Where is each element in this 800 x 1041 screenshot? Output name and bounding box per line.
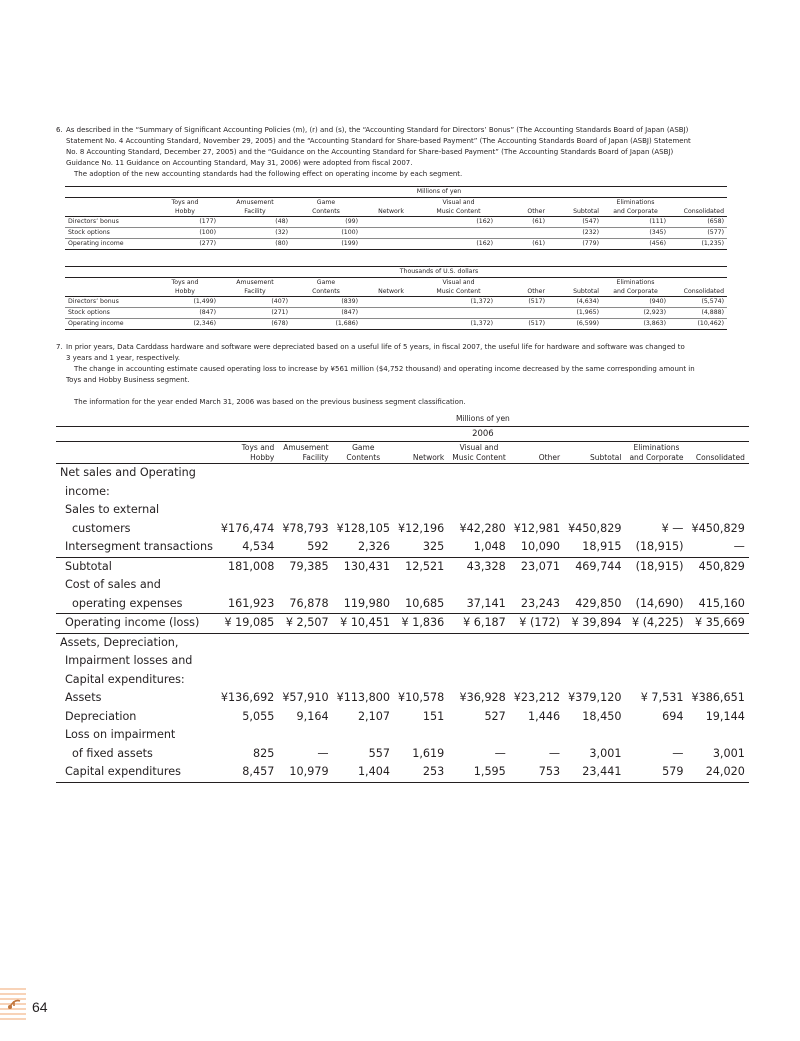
cell: ¥450,829 <box>568 521 622 535</box>
cell: ¥ 7,531 <box>640 691 684 704</box>
cell: 37,141 <box>466 596 506 610</box>
col-consolidated: Consolidated <box>669 207 727 217</box>
effect-table-usd <box>65 266 727 330</box>
cell: ¥ 1,836 <box>394 614 448 634</box>
cell <box>361 319 421 330</box>
cell <box>421 228 496 239</box>
cell: (162) <box>421 239 496 250</box>
cell: 18,450 <box>582 709 622 723</box>
cell: 1,595 <box>448 763 510 782</box>
table-row <box>65 297 727 308</box>
col-game-2: Contents <box>333 452 394 464</box>
cell: ¥ 2,507 <box>278 614 332 634</box>
cell: ¥57,910 <box>282 691 329 704</box>
cell: (48) <box>219 217 291 228</box>
cell: (517) <box>496 297 548 308</box>
col-visual-2: Music Content <box>421 287 496 297</box>
row-label: Stock options <box>65 228 151 239</box>
cell: (61) <box>496 217 548 228</box>
cell: 18,915 <box>582 540 622 553</box>
cell: 592 <box>307 540 329 553</box>
cell <box>496 228 548 239</box>
cell: (1,372) <box>421 297 496 308</box>
cell: 10,979 <box>278 763 332 782</box>
cell: 825 <box>252 746 275 760</box>
table-row <box>56 557 749 576</box>
unit-label: Millions of yen <box>455 414 510 423</box>
cell: (839) <box>291 297 361 308</box>
segment-table-2006 <box>56 412 749 783</box>
table-row <box>56 595 749 614</box>
col-other: Other <box>496 207 548 217</box>
cell: 23,441 <box>564 763 625 782</box>
cell: (10,462) <box>669 319 727 330</box>
cell: ¥10,578 <box>397 691 445 704</box>
cell: ¥ — <box>661 521 684 535</box>
cell: ¥386,651 <box>691 691 745 704</box>
cell: 753 <box>510 763 564 782</box>
cell: 325 <box>422 540 445 553</box>
previous-classification-note: The information for the year ended March 31, 2006 was based on the previous business segment classification. <box>74 398 466 406</box>
row-label: Impairment losses and <box>65 654 193 667</box>
cell: 3,001 <box>589 746 622 760</box>
row-label: Operating income <box>65 239 151 250</box>
col-consolidated: Consolidated <box>687 452 748 464</box>
section-row <box>56 501 749 520</box>
col-toys-2: Hobby <box>151 287 219 297</box>
row-label: Subtotal <box>56 557 217 576</box>
col-subtotal: Subtotal <box>564 452 625 464</box>
cell: ¥42,280 <box>459 521 506 535</box>
unit-label: Millions of yen <box>151 187 727 198</box>
cell: ¥ (4,225) <box>625 614 687 634</box>
cell: (111) <box>602 217 669 228</box>
table-row <box>65 217 727 228</box>
cell: 161,923 <box>228 596 275 610</box>
cell: (577) <box>669 228 727 239</box>
cell: 12,521 <box>394 557 448 576</box>
cell: 10,685 <box>405 596 445 610</box>
note-6-line: Statement No. 4 Accounting Standard, November 29, 2005) and the “Accounting Standard for Share-based Payment” (The Accounting Standards Board of Japan (ASBJ) Statement <box>66 137 691 145</box>
note-6-line: No. 8 Accounting Standard, December 27, 2005) and the “Guidance on the Accounting Standard for Share-based Payment” (The Accounting Standards Board of Japan (ASBJ) <box>66 148 674 156</box>
col-visual-1: Visual and <box>459 443 499 452</box>
cell: 3,001 <box>712 746 745 760</box>
row-label: Depreciation <box>65 709 137 723</box>
cell: (61) <box>496 239 548 250</box>
col-amuse-1: Amusement <box>236 199 274 206</box>
table-row <box>65 239 727 250</box>
note-7-line: Toys and Hobby Business segment. <box>66 376 190 384</box>
col-toys-2: Hobby <box>217 452 278 464</box>
cell: 119,980 <box>343 596 390 610</box>
col-game-1: Game <box>316 279 336 286</box>
cell: 76,878 <box>289 596 329 610</box>
section-row <box>56 633 749 652</box>
col-elim-1: Eliminations <box>633 443 680 452</box>
cell: 2,326 <box>357 540 390 553</box>
cell: (5,574) <box>669 297 727 308</box>
cell: (4,888) <box>669 308 727 319</box>
cell: (2,346) <box>151 319 219 330</box>
cell: (3,863) <box>602 319 669 330</box>
cell: ¥113,800 <box>336 691 390 704</box>
cell: ¥36,928 <box>459 691 506 704</box>
cell: (1,686) <box>291 319 361 330</box>
row-label: Capital expenditures: <box>65 672 185 686</box>
cell: 557 <box>368 746 390 760</box>
cell: ¥136,692 <box>220 691 275 704</box>
row-label: Directors’ bonus <box>65 297 151 308</box>
col-amuse-2: Facility <box>219 287 291 297</box>
table-row <box>56 708 749 727</box>
cell: (232) <box>548 228 602 239</box>
cell: 1,048 <box>473 540 506 553</box>
row-label: Loss on impairment <box>65 728 176 741</box>
cell: ¥ 39,894 <box>564 614 625 634</box>
cell: (18,915) <box>635 540 684 553</box>
cell: (345) <box>602 228 669 239</box>
col-toys-1: Toys and <box>241 443 275 452</box>
row-label: customers <box>72 521 131 535</box>
cell: (847) <box>291 308 361 319</box>
cell: 4,534 <box>242 540 275 553</box>
cell <box>496 308 548 319</box>
table-row <box>56 538 749 557</box>
row-label: Cost of sales and <box>65 578 161 591</box>
col-elim-2: and Corporate <box>625 452 687 464</box>
effect-table-yen <box>65 186 727 250</box>
cell <box>361 239 421 250</box>
col-elim-2: and Corporate <box>602 207 669 217</box>
col-consolidated: Consolidated <box>669 287 727 297</box>
row-label: Net sales and Operating <box>60 466 196 479</box>
cell: (271) <box>219 308 291 319</box>
table-row <box>56 689 749 708</box>
section-row <box>56 483 749 502</box>
col-subtotal: Subtotal <box>548 207 602 217</box>
cell: 429,850 <box>575 596 622 610</box>
cell: (99) <box>291 217 361 228</box>
cell: 19,144 <box>705 709 745 723</box>
note-7-number: 7. <box>56 343 63 351</box>
table-row <box>56 745 749 764</box>
cell: 130,431 <box>333 557 394 576</box>
col-visual-2: Music Content <box>448 452 510 464</box>
cell: 23,071 <box>510 557 564 576</box>
cell: 253 <box>394 763 448 782</box>
unit-label: Thousands of U.S. dollars <box>151 267 727 278</box>
cell: 43,328 <box>448 557 510 576</box>
col-other: Other <box>496 287 548 297</box>
row-label: operating expenses <box>72 596 183 610</box>
cell: ¥78,793 <box>282 521 329 535</box>
cell: (162) <box>421 217 496 228</box>
cell: ¥ 6,187 <box>448 614 510 634</box>
cell: (32) <box>219 228 291 239</box>
row-label: income: <box>65 484 110 498</box>
cell: (1,965) <box>548 308 602 319</box>
cell: (277) <box>151 239 219 250</box>
cell: (456) <box>602 239 669 250</box>
table-row <box>65 228 727 239</box>
cell: ¥176,474 <box>220 521 275 535</box>
cell: 8,457 <box>217 763 278 782</box>
note-previous <box>56 397 746 408</box>
cell: (80) <box>219 239 291 250</box>
cell: — <box>317 746 329 760</box>
cell: (1,499) <box>151 297 219 308</box>
col-subtotal: Subtotal <box>548 287 602 297</box>
note-6 <box>56 125 746 180</box>
cell: ¥12,196 <box>397 521 445 535</box>
note-6-line: Guidance No. 11 Guidance on Accounting Standard, May 31, 2006) were adopted from fiscal 2007. <box>66 159 413 167</box>
col-visual-2: Music Content <box>421 207 496 217</box>
cell: (779) <box>548 239 602 250</box>
col-amuse-1: Amusement <box>236 279 274 286</box>
section-row <box>56 652 749 671</box>
row-label: Operating income <box>65 319 151 330</box>
col-other: Other <box>510 452 564 464</box>
col-network: Network <box>361 207 421 217</box>
cell: (1,372) <box>421 319 496 330</box>
cell: (100) <box>291 228 361 239</box>
cell: 1,446 <box>528 709 561 723</box>
table-row <box>65 319 727 330</box>
cell: 23,243 <box>520 596 561 610</box>
cell: ¥450,829 <box>691 521 745 535</box>
col-toys-2: Hobby <box>151 207 219 217</box>
cell: 450,829 <box>687 557 748 576</box>
section-row <box>56 464 749 483</box>
cell: (4,634) <box>548 297 602 308</box>
row-label: Intersegment transactions <box>65 540 213 553</box>
cell: 694 <box>662 709 684 723</box>
col-amuse-2: Facility <box>219 207 291 217</box>
page-corner-decoration-icon <box>0 985 30 1025</box>
note-7-line: The change in accounting estimate caused operating loss to increase by ¥561 million ($4,752 thousand) and operating income decreased by the same corresponding amount in <box>74 365 695 373</box>
cell: ¥12,981 <box>513 521 561 535</box>
cell <box>361 308 421 319</box>
cell: 10,090 <box>520 540 561 553</box>
section-row <box>56 671 749 690</box>
row-label: Sales to external <box>65 503 160 516</box>
col-game-1: Game <box>352 443 375 452</box>
cell: 415,160 <box>698 596 745 610</box>
cell: (678) <box>219 319 291 330</box>
col-game-2: Contents <box>291 207 361 217</box>
cell: 2,107 <box>357 709 390 723</box>
cell: (1,235) <box>669 239 727 250</box>
cell: 9,164 <box>296 709 329 723</box>
cell: 79,385 <box>278 557 332 576</box>
cell: (177) <box>151 217 219 228</box>
cell: 1,404 <box>333 763 394 782</box>
cell: ¥ 35,669 <box>687 614 748 634</box>
cell: 469,744 <box>564 557 625 576</box>
row-label: Assets <box>65 691 102 704</box>
cell: (547) <box>548 217 602 228</box>
col-elim-1: Eliminations <box>616 279 655 286</box>
col-toys-1: Toys and <box>171 199 199 206</box>
table-row <box>56 763 749 782</box>
cell: ¥ (172) <box>510 614 564 634</box>
col-elim-1: Eliminations <box>616 199 655 206</box>
cell: 151 <box>422 709 445 723</box>
row-label: Operating income (loss) <box>56 614 217 634</box>
row-label: of fixed assets <box>72 746 153 760</box>
col-visual-1: Visual and <box>442 279 475 286</box>
section-row <box>56 726 749 745</box>
page-number: 64 <box>32 999 48 1015</box>
row-label: Directors’ bonus <box>65 217 151 228</box>
col-amuse-2: Facility <box>278 452 332 464</box>
cell: ¥128,105 <box>336 521 390 535</box>
cell: 1,619 <box>412 746 445 760</box>
col-amuse-1: Amusement <box>283 443 329 452</box>
cell: ¥23,212 <box>513 691 561 704</box>
cell: 579 <box>625 763 687 782</box>
col-game-1: Game <box>316 199 336 206</box>
col-network: Network <box>394 452 448 464</box>
note-7-line: 3 years and 1 year, respectively. <box>66 354 181 362</box>
note-7-line: In prior years, Data Carddass hardware and software were depreciated based on a useful life of 5 years, in fiscal 2007, the useful life for hardware and software was changed to <box>66 343 685 351</box>
cell: (6,599) <box>548 319 602 330</box>
cell <box>361 217 421 228</box>
cell: (517) <box>496 319 548 330</box>
note-6-line: As described in the “Summary of Significant Accounting Policies (m), (r) and (s), the “Accounting Standard for Directors’ Bonus” (The Accounting Standards Board of Japan (ASBJ) <box>66 126 689 134</box>
table-row <box>65 308 727 319</box>
col-visual-1: Visual and <box>442 199 475 206</box>
cell: — <box>672 746 684 760</box>
cell: ¥379,120 <box>568 691 622 704</box>
cell <box>361 297 421 308</box>
row-label: Stock options <box>65 308 151 319</box>
cell: (14,690) <box>635 596 684 610</box>
table-row <box>56 614 749 634</box>
col-game-2: Contents <box>291 287 361 297</box>
cell: (940) <box>602 297 669 308</box>
cell <box>421 308 496 319</box>
cell: 5,055 <box>242 709 275 723</box>
cell: 181,008 <box>217 557 278 576</box>
note-7 <box>56 342 746 386</box>
note-6-line: The adoption of the new accounting standards had the following effect on operating income by each segment. <box>74 170 463 178</box>
section-row <box>56 576 749 595</box>
col-elim-2: and Corporate <box>602 287 669 297</box>
cell: — <box>548 746 561 760</box>
cell: (2,923) <box>602 308 669 319</box>
cell: 24,020 <box>687 763 748 782</box>
cell: ¥ 19,085 <box>217 614 278 634</box>
table-row <box>56 520 749 539</box>
cell: — <box>494 746 506 760</box>
cell: 527 <box>484 709 506 723</box>
cell: (407) <box>219 297 291 308</box>
cell: (658) <box>669 217 727 228</box>
col-network: Network <box>361 287 421 297</box>
cell: — <box>733 540 745 553</box>
year-label: 2006 <box>217 427 749 442</box>
row-label: Assets, Depreciation, <box>60 635 179 649</box>
col-toys-1: Toys and <box>171 279 199 286</box>
cell: ¥ 10,451 <box>333 614 394 634</box>
cell: (199) <box>291 239 361 250</box>
cell: (847) <box>151 308 219 319</box>
cell: (100) <box>151 228 219 239</box>
cell <box>361 228 421 239</box>
cell: (18,915) <box>625 557 687 576</box>
row-label: Capital expenditures <box>56 763 217 782</box>
note-6-number: 6. <box>56 126 63 134</box>
